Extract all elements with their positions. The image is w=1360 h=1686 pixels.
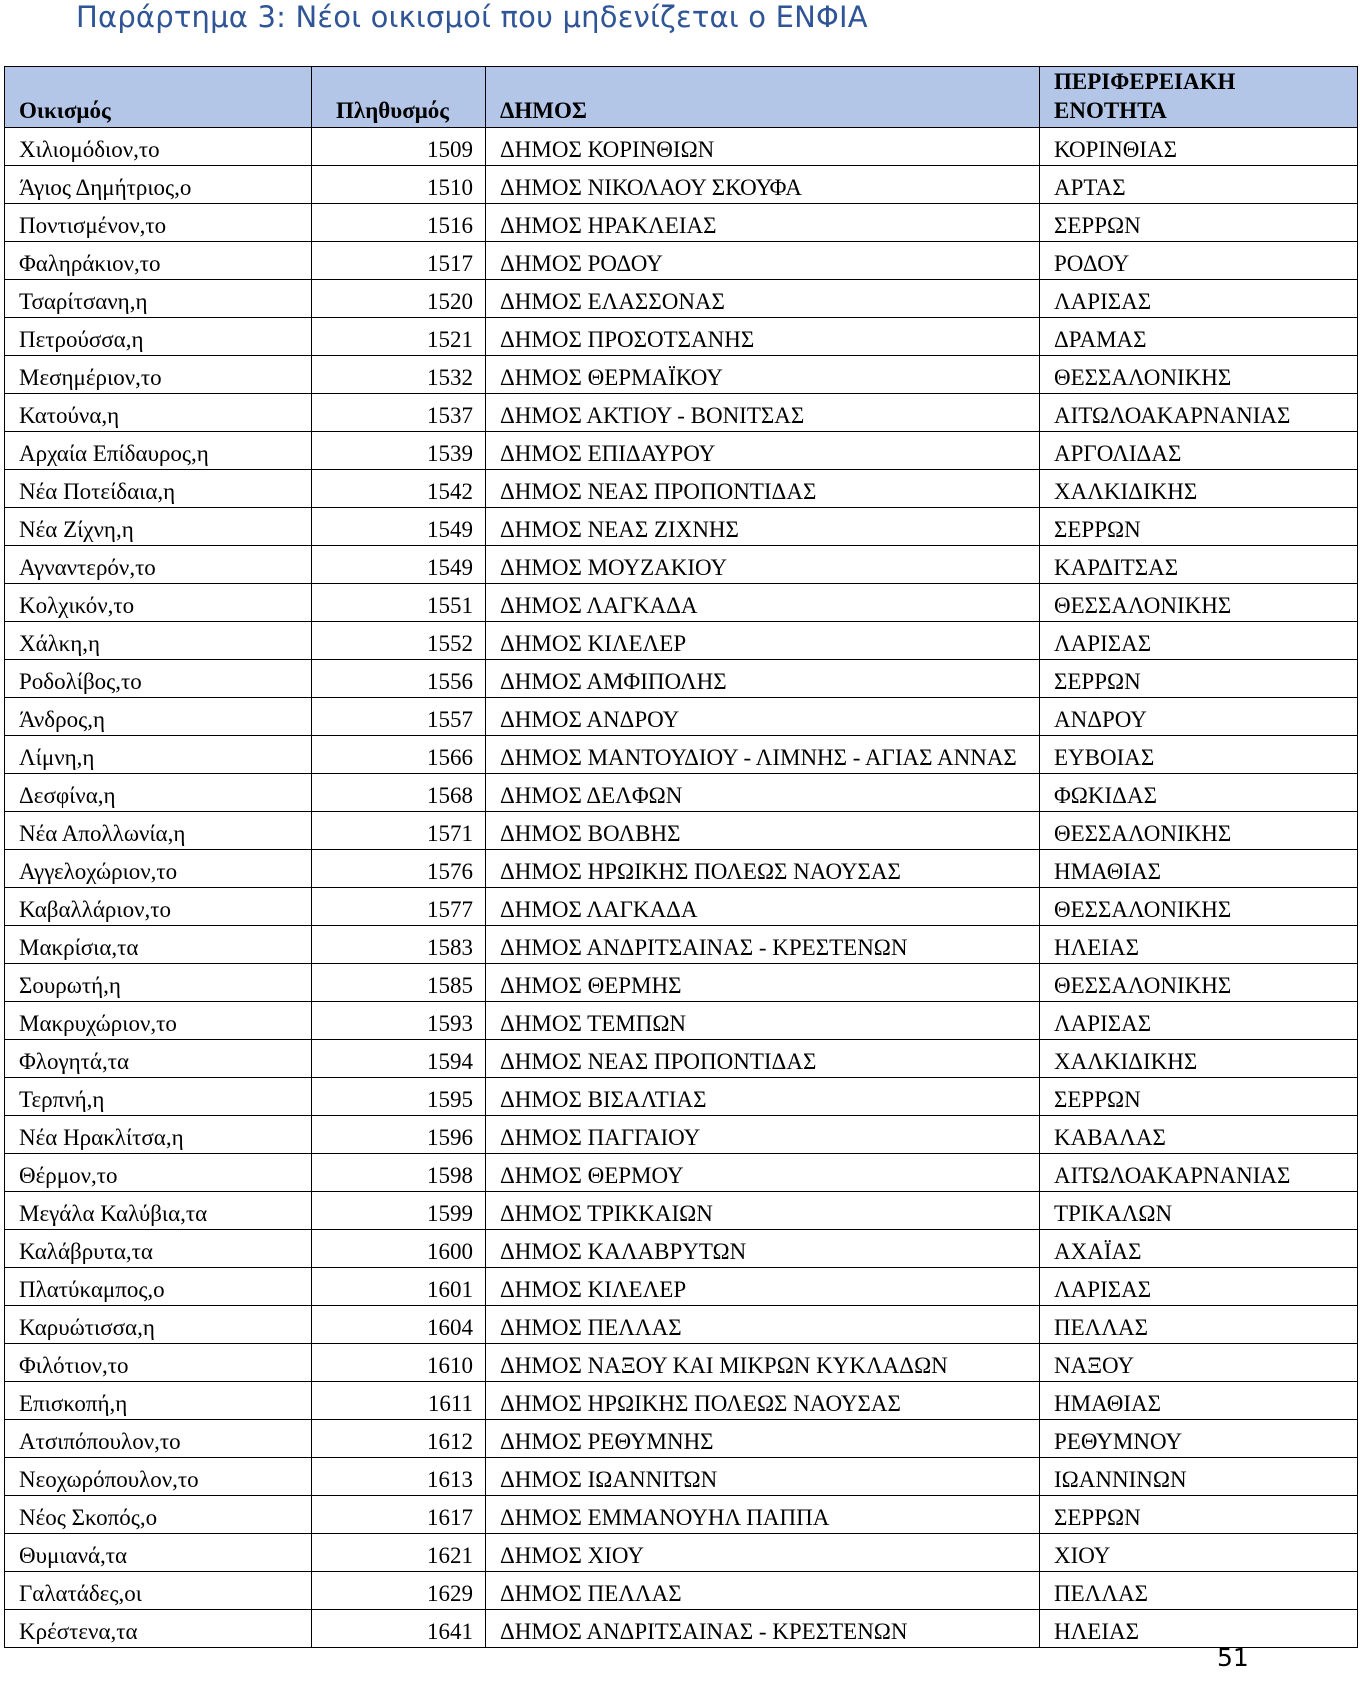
- cell-settlement: Ροδολίβος,το: [5, 660, 312, 698]
- cell-municipality: ΔΗΜΟΣ ΕΜΜΑΝΟΥΗΛ ΠΑΠΠΑ: [486, 1496, 1040, 1534]
- cell-settlement: Σουρωτή,η: [5, 964, 312, 1002]
- header-municipality: ΔΗΜΟΣ: [486, 67, 1040, 128]
- cell-population: 1599: [312, 1192, 486, 1230]
- cell-municipality: ΔΗΜΟΣ ΚΙΛΕΛΕΡ: [486, 1268, 1040, 1306]
- cell-municipality: ΔΗΜΟΣ ΑΝΔΡΙΤΣΑΙΝΑΣ - ΚΡΕΣΤΕΝΩΝ: [486, 1610, 1040, 1648]
- cell-settlement: Φλογητά,τα: [5, 1040, 312, 1078]
- cell-municipality: ΔΗΜΟΣ ΠΑΓΓΑΙΟΥ: [486, 1116, 1040, 1154]
- cell-municipality: ΔΗΜΟΣ ΘΕΡΜΟΥ: [486, 1154, 1040, 1192]
- table-row: [5, 736, 1358, 774]
- cell-regional-unit: ΧΑΛΚΙΔΙΚΗΣ: [1040, 1040, 1358, 1078]
- cell-population: 1613: [312, 1458, 486, 1496]
- header-row: [5, 67, 1358, 128]
- cell-settlement: Άνδρος,η: [5, 698, 312, 736]
- cell-regional-unit: ΘΕΣΣΑΛΟΝΙΚΗΣ: [1040, 812, 1358, 850]
- cell-municipality: ΔΗΜΟΣ ΕΛΑΣΣΟΝΑΣ: [486, 280, 1040, 318]
- table-row: [5, 964, 1358, 1002]
- cell-settlement: Λίμνη,η: [5, 736, 312, 774]
- cell-regional-unit: ΗΛΕΙΑΣ: [1040, 1610, 1358, 1648]
- table-row: [5, 1572, 1358, 1610]
- cell-population: 1551: [312, 584, 486, 622]
- cell-regional-unit: ΠΕΛΛΑΣ: [1040, 1572, 1358, 1610]
- table-row: [5, 850, 1358, 888]
- cell-population: 1510: [312, 166, 486, 204]
- table-row: [5, 1154, 1358, 1192]
- cell-municipality: ΔΗΜΟΣ ΗΡΩΙΚΗΣ ΠΟΛΕΩΣ ΝΑΟΥΣΑΣ: [486, 850, 1040, 888]
- cell-settlement: Πλατύκαμπος,ο: [5, 1268, 312, 1306]
- cell-municipality: ΔΗΜΟΣ ΝΕΑΣ ΠΡΟΠΟΝΤΙΔΑΣ: [486, 1040, 1040, 1078]
- cell-population: 1516: [312, 204, 486, 242]
- cell-regional-unit: ΧΙΟΥ: [1040, 1534, 1358, 1572]
- header-regional-unit: ΠΕΡΙΦΕΡΕΙΑΚΗ ΕΝΟΤΗΤΑ: [1040, 67, 1358, 128]
- cell-regional-unit: ΚΑΒΑΛΑΣ: [1040, 1116, 1358, 1154]
- cell-regional-unit: ΤΡΙΚΑΛΩΝ: [1040, 1192, 1358, 1230]
- cell-settlement: Άγιος Δημήτριος,ο: [5, 166, 312, 204]
- cell-settlement: Μεγάλα Καλύβια,τα: [5, 1192, 312, 1230]
- cell-regional-unit: ΧΑΛΚΙΔΙΚΗΣ: [1040, 470, 1358, 508]
- table-row: [5, 584, 1358, 622]
- cell-population: 1539: [312, 432, 486, 470]
- cell-regional-unit: ΑΡΤΑΣ: [1040, 166, 1358, 204]
- cell-settlement: Θέρμον,το: [5, 1154, 312, 1192]
- cell-population: 1617: [312, 1496, 486, 1534]
- cell-settlement: Αγγελοχώριον,το: [5, 850, 312, 888]
- table-row: [5, 470, 1358, 508]
- cell-population: 1629: [312, 1572, 486, 1610]
- table-row: [5, 432, 1358, 470]
- cell-settlement: Χιλιομόδιον,το: [5, 128, 312, 166]
- table-row: [5, 622, 1358, 660]
- cell-municipality: ΔΗΜΟΣ ΝΕΑΣ ΖΙΧΝΗΣ: [486, 508, 1040, 546]
- cell-population: 1549: [312, 546, 486, 584]
- table-row: [5, 698, 1358, 736]
- cell-municipality: ΔΗΜΟΣ ΒΟΛΒΗΣ: [486, 812, 1040, 850]
- cell-regional-unit: ΑΙΤΩΛΟΑΚΑΡΝΑΝΙΑΣ: [1040, 1154, 1358, 1192]
- cell-population: 1521: [312, 318, 486, 356]
- cell-population: 1583: [312, 926, 486, 964]
- cell-population: 1585: [312, 964, 486, 1002]
- table-row: [5, 774, 1358, 812]
- cell-regional-unit: ΗΜΑΘΙΑΣ: [1040, 850, 1358, 888]
- cell-population: 1568: [312, 774, 486, 812]
- page-number: 51: [1217, 1643, 1249, 1672]
- cell-municipality: ΔΗΜΟΣ ΕΠΙΔΑΥΡΟΥ: [486, 432, 1040, 470]
- cell-municipality: ΔΗΜΟΣ ΑΚΤΙΟΥ - ΒΟΝΙΤΣΑΣ: [486, 394, 1040, 432]
- table-row: [5, 1192, 1358, 1230]
- cell-settlement: Νέα Ζίχνη,η: [5, 508, 312, 546]
- cell-population: 1610: [312, 1344, 486, 1382]
- cell-municipality: ΔΗΜΟΣ ΔΕΛΦΩΝ: [486, 774, 1040, 812]
- cell-population: 1612: [312, 1420, 486, 1458]
- cell-settlement: Τσαρίτσανη,η: [5, 280, 312, 318]
- table-row: [5, 660, 1358, 698]
- cell-municipality: ΔΗΜΟΣ ΑΝΔΡΙΤΣΑΙΝΑΣ - ΚΡΕΣΤΕΝΩΝ: [486, 926, 1040, 964]
- table-row: [5, 204, 1358, 242]
- cell-municipality: ΔΗΜΟΣ ΤΡΙΚΚΑΙΩΝ: [486, 1192, 1040, 1230]
- cell-municipality: ΔΗΜΟΣ ΗΡΩΙΚΗΣ ΠΟΛΕΩΣ ΝΑΟΥΣΑΣ: [486, 1382, 1040, 1420]
- table-row: [5, 242, 1358, 280]
- cell-population: 1537: [312, 394, 486, 432]
- cell-population: 1576: [312, 850, 486, 888]
- table-row: [5, 812, 1358, 850]
- cell-regional-unit: ΑΙΤΩΛΟΑΚΑΡΝΑΝΙΑΣ: [1040, 394, 1358, 432]
- cell-regional-unit: ΙΩΑΝΝΙΝΩΝ: [1040, 1458, 1358, 1496]
- cell-population: 1549: [312, 508, 486, 546]
- cell-municipality: ΔΗΜΟΣ ΚΙΛΕΛΕΡ: [486, 622, 1040, 660]
- cell-settlement: Γαλατάδες,οι: [5, 1572, 312, 1610]
- cell-municipality: ΔΗΜΟΣ ΛΑΓΚΑΔΑ: [486, 888, 1040, 926]
- cell-regional-unit: ΚΟΡΙΝΘΙΑΣ: [1040, 128, 1358, 166]
- table-row: [5, 1496, 1358, 1534]
- cell-population: 1600: [312, 1230, 486, 1268]
- header-population: Πληθυσμός: [312, 67, 486, 128]
- cell-municipality: ΔΗΜΟΣ ΝΕΑΣ ΠΡΟΠΟΝΤΙΔΑΣ: [486, 470, 1040, 508]
- table-row: [5, 1002, 1358, 1040]
- cell-municipality: ΔΗΜΟΣ ΚΑΛΑΒΡΥΤΩΝ: [486, 1230, 1040, 1268]
- cell-population: 1641: [312, 1610, 486, 1648]
- cell-municipality: ΔΗΜΟΣ ΚΟΡΙΝΘΙΩΝ: [486, 128, 1040, 166]
- cell-regional-unit: ΛΑΡΙΣΑΣ: [1040, 1268, 1358, 1306]
- cell-municipality: ΔΗΜΟΣ ΛΑΓΚΑΔΑ: [486, 584, 1040, 622]
- cell-regional-unit: ΚΑΡΔΙΤΣΑΣ: [1040, 546, 1358, 584]
- cell-settlement: Τερπνή,η: [5, 1078, 312, 1116]
- cell-settlement: Μακρίσια,τα: [5, 926, 312, 964]
- cell-population: 1577: [312, 888, 486, 926]
- cell-regional-unit: ΣΕΡΡΩΝ: [1040, 508, 1358, 546]
- cell-population: 1621: [312, 1534, 486, 1572]
- cell-settlement: Ποντισμένον,το: [5, 204, 312, 242]
- settlements-table: [4, 66, 1358, 1648]
- table-row: [5, 1268, 1358, 1306]
- cell-municipality: ΔΗΜΟΣ ΝΑΞΟΥ ΚΑΙ ΜΙΚΡΩΝ ΚΥΚΛΑΔΩΝ: [486, 1344, 1040, 1382]
- cell-population: 1604: [312, 1306, 486, 1344]
- cell-municipality: ΔΗΜΟΣ ΘΕΡΜΗΣ: [486, 964, 1040, 1002]
- cell-settlement: Νέα Ηρακλίτσα,η: [5, 1116, 312, 1154]
- cell-regional-unit: ΣΕΡΡΩΝ: [1040, 1496, 1358, 1534]
- table-row: [5, 1382, 1358, 1420]
- cell-regional-unit: ΣΕΡΡΩΝ: [1040, 1078, 1358, 1116]
- cell-settlement: Δεσφίνα,η: [5, 774, 312, 812]
- cell-regional-unit: ΡΟΔΟΥ: [1040, 242, 1358, 280]
- cell-regional-unit: ΑΡΓΟΛΙΔΑΣ: [1040, 432, 1358, 470]
- cell-population: 1611: [312, 1382, 486, 1420]
- cell-settlement: Νεοχωρόπουλον,το: [5, 1458, 312, 1496]
- cell-settlement: Αρχαία Επίδαυρος,η: [5, 432, 312, 470]
- cell-regional-unit: ΠΕΛΛΑΣ: [1040, 1306, 1358, 1344]
- cell-municipality: ΔΗΜΟΣ ΜΑΝΤΟΥΔΙΟΥ - ΛΙΜΝΗΣ - ΑΓΙΑΣ ΑΝΝΑΣ: [486, 736, 1040, 774]
- table-row: [5, 546, 1358, 584]
- cell-population: 1596: [312, 1116, 486, 1154]
- cell-settlement: Κολχικόν,το: [5, 584, 312, 622]
- cell-population: 1593: [312, 1002, 486, 1040]
- cell-population: 1542: [312, 470, 486, 508]
- table-row: [5, 1610, 1358, 1648]
- cell-municipality: ΔΗΜΟΣ ΤΕΜΠΩΝ: [486, 1002, 1040, 1040]
- cell-municipality: ΔΗΜΟΣ ΑΝΔΡΟΥ: [486, 698, 1040, 736]
- cell-municipality: ΔΗΜΟΣ ΙΩΑΝΝΙΤΩΝ: [486, 1458, 1040, 1496]
- cell-regional-unit: ΑΝΔΡΟΥ: [1040, 698, 1358, 736]
- cell-regional-unit: ΡΕΘΥΜΝΟΥ: [1040, 1420, 1358, 1458]
- table-row: [5, 356, 1358, 394]
- cell-municipality: ΔΗΜΟΣ ΝΙΚΟΛΑΟΥ ΣΚΟΥΦΑ: [486, 166, 1040, 204]
- cell-settlement: Μακρυχώριον,το: [5, 1002, 312, 1040]
- cell-settlement: Καβαλλάριον,το: [5, 888, 312, 926]
- table-row: [5, 1230, 1358, 1268]
- cell-municipality: ΔΗΜΟΣ ΠΡΟΣΟΤΣΑΝΗΣ: [486, 318, 1040, 356]
- table-row: [5, 508, 1358, 546]
- cell-population: 1601: [312, 1268, 486, 1306]
- cell-settlement: Φιλότιον,το: [5, 1344, 312, 1382]
- cell-population: 1598: [312, 1154, 486, 1192]
- cell-population: 1520: [312, 280, 486, 318]
- cell-population: 1532: [312, 356, 486, 394]
- cell-municipality: ΔΗΜΟΣ ΠΕΛΛΑΣ: [486, 1306, 1040, 1344]
- cell-municipality: ΔΗΜΟΣ ΘΕΡΜΑΪΚΟΥ: [486, 356, 1040, 394]
- cell-regional-unit: ΘΕΣΣΑΛΟΝΙΚΗΣ: [1040, 356, 1358, 394]
- cell-settlement: Αγναντερόν,το: [5, 546, 312, 584]
- cell-regional-unit: ΗΜΑΘΙΑΣ: [1040, 1382, 1358, 1420]
- cell-settlement: Θυμιανά,τα: [5, 1534, 312, 1572]
- cell-regional-unit: ΛΑΡΙΣΑΣ: [1040, 280, 1358, 318]
- cell-municipality: ΔΗΜΟΣ ΡΟΔΟΥ: [486, 242, 1040, 280]
- cell-regional-unit: ΘΕΣΣΑΛΟΝΙΚΗΣ: [1040, 584, 1358, 622]
- cell-settlement: Κατούνα,η: [5, 394, 312, 432]
- cell-regional-unit: ΣΕΡΡΩΝ: [1040, 660, 1358, 698]
- cell-municipality: ΔΗΜΟΣ ΑΜΦΙΠΟΛΗΣ: [486, 660, 1040, 698]
- cell-settlement: Χάλκη,η: [5, 622, 312, 660]
- cell-regional-unit: ΛΑΡΙΣΑΣ: [1040, 1002, 1358, 1040]
- cell-population: 1552: [312, 622, 486, 660]
- cell-settlement: Νέα Ποτείδαια,η: [5, 470, 312, 508]
- cell-regional-unit: ΛΑΡΙΣΑΣ: [1040, 622, 1358, 660]
- cell-settlement: Επισκοπή,η: [5, 1382, 312, 1420]
- cell-municipality: ΔΗΜΟΣ ΒΙΣΑΛΤΙΑΣ: [486, 1078, 1040, 1116]
- cell-settlement: Ατσιπόπουλον,το: [5, 1420, 312, 1458]
- cell-municipality: ΔΗΜΟΣ ΗΡΑΚΛΕΙΑΣ: [486, 204, 1040, 242]
- cell-regional-unit: ΦΩΚΙΔΑΣ: [1040, 774, 1358, 812]
- table-body: [5, 128, 1358, 1648]
- cell-population: 1557: [312, 698, 486, 736]
- table-row: [5, 926, 1358, 964]
- cell-regional-unit: ΗΛΕΙΑΣ: [1040, 926, 1358, 964]
- table-row: [5, 318, 1358, 356]
- cell-settlement: Μεσημέριον,το: [5, 356, 312, 394]
- page-title: Παράρτημα 3: Νέοι οικισμοί που μηδενίζεται ο ΕΝΦΙΑ: [76, 0, 868, 34]
- table-row: [5, 1078, 1358, 1116]
- cell-settlement: Νέος Σκοπός,ο: [5, 1496, 312, 1534]
- cell-regional-unit: ΕΥΒΟΙΑΣ: [1040, 736, 1358, 774]
- table-row: [5, 1306, 1358, 1344]
- table-row: [5, 1344, 1358, 1382]
- header-settlement: Οικισμός: [5, 67, 312, 128]
- cell-settlement: Κρέστενα,τα: [5, 1610, 312, 1648]
- cell-settlement: Καρυώτισσα,η: [5, 1306, 312, 1344]
- table-row: [5, 1116, 1358, 1154]
- cell-population: 1509: [312, 128, 486, 166]
- cell-municipality: ΔΗΜΟΣ ΠΕΛΛΑΣ: [486, 1572, 1040, 1610]
- cell-settlement: Καλάβρυτα,τα: [5, 1230, 312, 1268]
- table-row: [5, 280, 1358, 318]
- cell-population: 1517: [312, 242, 486, 280]
- cell-population: 1595: [312, 1078, 486, 1116]
- cell-municipality: ΔΗΜΟΣ ΡΕΘΥΜΝΗΣ: [486, 1420, 1040, 1458]
- table-header: [5, 67, 1358, 128]
- cell-municipality: ΔΗΜΟΣ ΧΙΟΥ: [486, 1534, 1040, 1572]
- table-row: [5, 128, 1358, 166]
- cell-population: 1571: [312, 812, 486, 850]
- cell-settlement: Φαληράκιον,το: [5, 242, 312, 280]
- table-row: [5, 394, 1358, 432]
- cell-regional-unit: ΑΧΑΪΑΣ: [1040, 1230, 1358, 1268]
- cell-population: 1594: [312, 1040, 486, 1078]
- table-row: [5, 1420, 1358, 1458]
- cell-settlement: Νέα Απολλωνία,η: [5, 812, 312, 850]
- cell-regional-unit: ΔΡΑΜΑΣ: [1040, 318, 1358, 356]
- table-row: [5, 1458, 1358, 1496]
- table-row: [5, 1534, 1358, 1572]
- table-row: [5, 888, 1358, 926]
- cell-regional-unit: ΘΕΣΣΑΛΟΝΙΚΗΣ: [1040, 964, 1358, 1002]
- cell-settlement: Πετρούσσα,η: [5, 318, 312, 356]
- cell-municipality: ΔΗΜΟΣ ΜΟΥΖΑΚΙΟΥ: [486, 546, 1040, 584]
- cell-regional-unit: ΝΑΞΟΥ: [1040, 1344, 1358, 1382]
- cell-regional-unit: ΘΕΣΣΑΛΟΝΙΚΗΣ: [1040, 888, 1358, 926]
- cell-regional-unit: ΣΕΡΡΩΝ: [1040, 204, 1358, 242]
- table-row: [5, 1040, 1358, 1078]
- cell-population: 1556: [312, 660, 486, 698]
- cell-population: 1566: [312, 736, 486, 774]
- table-row: [5, 166, 1358, 204]
